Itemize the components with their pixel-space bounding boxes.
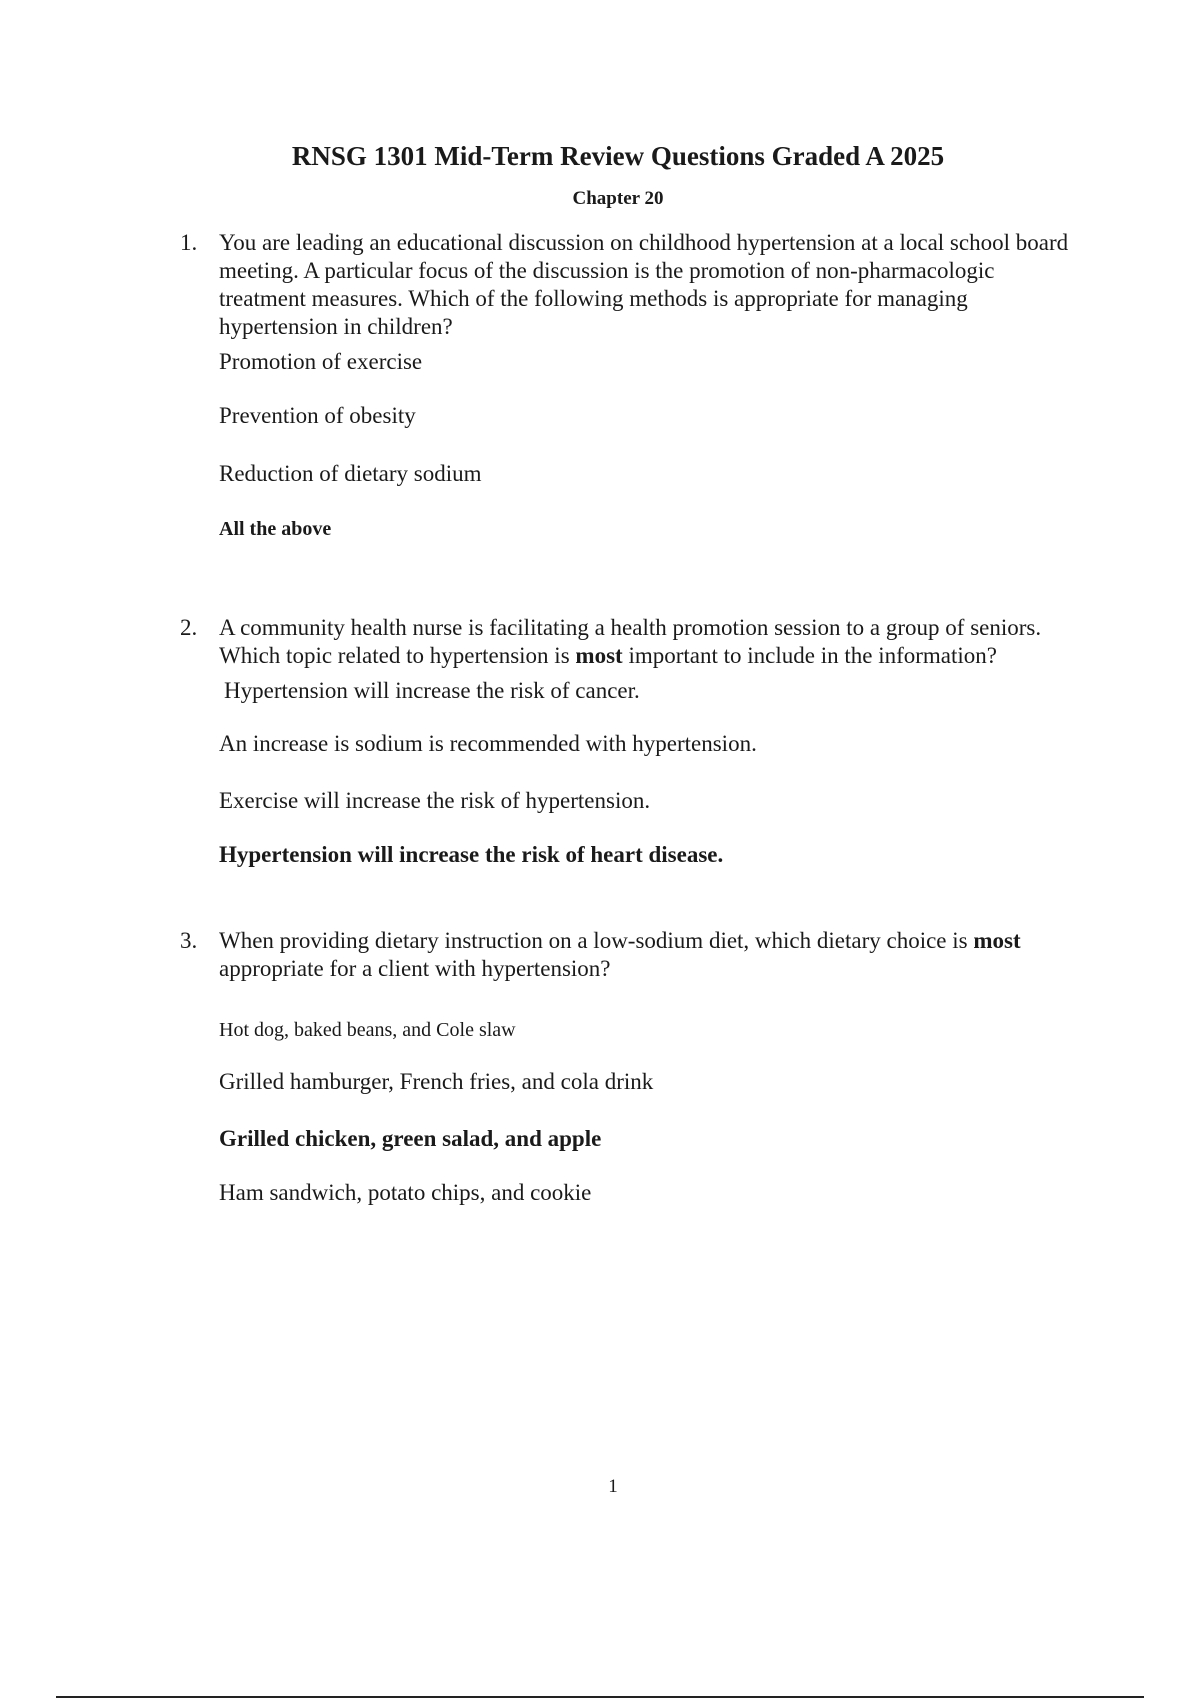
answer-option: Prevention of obesity	[219, 403, 416, 428]
answer-option: Hot dog, baked beans, and Cole slaw	[219, 1019, 516, 1041]
question-text-part: A community health nurse is facilitating a health promotion session to a group of seniors. Which topic related to hypertension is	[219, 615, 1042, 668]
correct-answer-option: Grilled chicken, green salad, and apple	[219, 1126, 602, 1151]
answer-option: Promotion of exercise	[219, 349, 423, 374]
answer-option: An increase is sodium is recommended with hypertension.	[219, 731, 757, 756]
correct-answer-option: All the above	[219, 518, 332, 540]
answer-option: Ham sandwich, potato chips, and cookie	[219, 1180, 592, 1205]
page-number: 1	[608, 1476, 618, 1497]
question-emphasis: most	[973, 928, 1021, 953]
question-text-part: appropriate for a client with hypertension?	[219, 956, 611, 981]
question-text	[219, 614, 1069, 670]
question-text-part: When providing dietary instruction on a low-sodium diet, which dietary choice is	[219, 928, 974, 953]
question-number: 1.	[180, 230, 198, 255]
question-text	[219, 927, 1069, 983]
question-number: 2.	[180, 615, 198, 640]
answer-option: Grilled hamburger, French fries, and cola drink	[219, 1069, 654, 1094]
answer-option: Reduction of dietary sodium	[219, 461, 482, 486]
document-title: RNSG 1301 Mid-Term Review Questions Graded A 2025	[291, 141, 945, 171]
question-emphasis: most	[575, 643, 623, 668]
chapter-heading: Chapter 20	[572, 188, 664, 209]
answer-option: Exercise will increase the risk of hypertension.	[219, 788, 651, 813]
correct-answer-option: Hypertension will increase the risk of heart disease.	[219, 842, 724, 867]
answer-option: Hypertension will increase the risk of cancer.	[224, 678, 640, 703]
footer-divider	[56, 1696, 1144, 1698]
question-number: 3.	[180, 928, 198, 953]
question-text: You are leading an educational discussion on childhood hypertension at a local school board meeting. A particular focus of the discussion is the promotion of non-pharmacologic treatment measures. Which of the following methods is appropriate for managing hypertension in children?	[219, 230, 1069, 339]
question-text-part: important to include in the information?	[622, 643, 997, 668]
